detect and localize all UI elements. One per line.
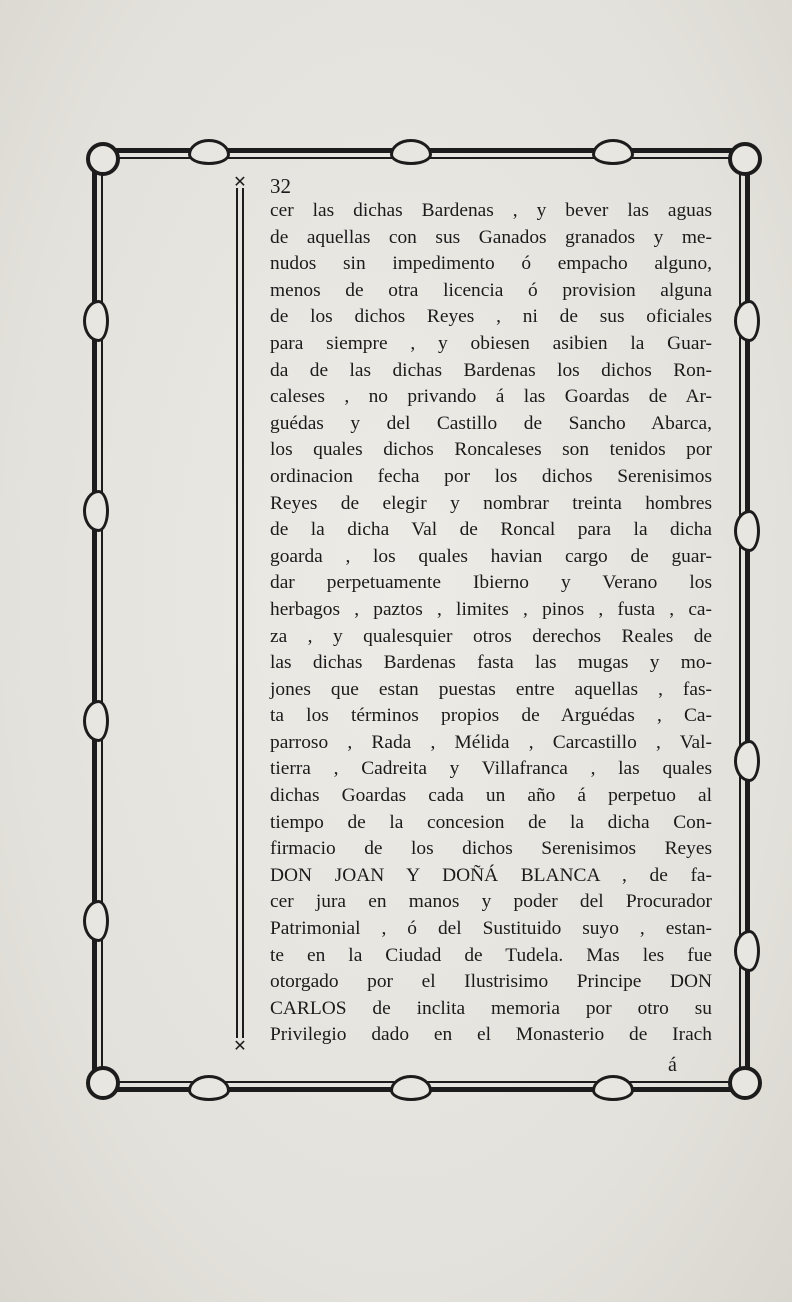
text-line: menos de otra licencia ó provision alguna bbox=[270, 279, 712, 301]
catchword: á bbox=[668, 1054, 677, 1076]
text-line: los quales dichos Roncaleses son tenidos por bbox=[270, 439, 712, 461]
corner-ornament-top-left bbox=[86, 142, 120, 176]
text-line: tiempo de la concesion de la dicha Con- bbox=[270, 811, 712, 833]
text-line: de aquellas con sus Ganados granados y me- bbox=[270, 226, 712, 248]
text-line: firmacio de los dichos Serenisimos Reyes bbox=[270, 838, 712, 860]
text-line: de la dicha Val de Roncal para la dicha bbox=[270, 519, 712, 541]
flourish-right bbox=[734, 740, 760, 782]
text-line: ta los términos propios de Arguédas , Ca- bbox=[270, 705, 712, 727]
corner-ornament-top-right bbox=[728, 142, 762, 176]
flourish-left bbox=[83, 300, 109, 342]
text-line: caleses , no privando á las Goardas de Ar- bbox=[270, 386, 712, 408]
text-line: cer jura en manos y poder del Procurador bbox=[270, 891, 712, 913]
text-line: dichas Goardas cada un año á perpetuo al bbox=[270, 785, 712, 807]
text-line: de los dichos Reyes , ni de sus oficiales bbox=[270, 306, 712, 328]
text-line: dar perpetuamente Ibierno y Verano los bbox=[270, 572, 712, 594]
text-line: CARLOS de inclita memoria por otro su bbox=[270, 997, 712, 1019]
text-line: goarda , los quales havian cargo de guar- bbox=[270, 545, 712, 567]
corner-ornament-bottom-left bbox=[86, 1066, 120, 1100]
flourish-right bbox=[734, 510, 760, 552]
rule-cap-bottom: ✕ bbox=[233, 1038, 247, 1055]
text-line: jones que estan puestas entre aquellas , fas- bbox=[270, 678, 712, 700]
text-line: ordinacion fecha por los dichos Serenisimos bbox=[270, 465, 712, 487]
text-line: Reyes de elegir y nombrar treinta hombres bbox=[270, 492, 712, 514]
text-line: las dichas Bardenas fasta las mugas y mo- bbox=[270, 652, 712, 674]
text-line: guédas y del Castillo de Sancho Abarca, bbox=[270, 412, 712, 434]
flourish-bottom bbox=[592, 1075, 634, 1101]
flourish-top bbox=[390, 139, 432, 165]
flourish-top bbox=[592, 139, 634, 165]
flourish-left bbox=[83, 900, 109, 942]
flourish-left bbox=[83, 700, 109, 742]
text-line: parroso , Rada , Mélida , Carcastillo , Val- bbox=[270, 731, 712, 753]
body-text bbox=[270, 198, 712, 1049]
flourish-right bbox=[734, 930, 760, 972]
column-rule bbox=[236, 188, 244, 1038]
text-line: tierra , Cadreita y Villafranca , las quales bbox=[270, 758, 712, 780]
text-line: za , y qualesquier otros derechos Reales de bbox=[270, 625, 712, 647]
flourish-right bbox=[734, 300, 760, 342]
text-line: cer las dichas Bardenas , y bever las aguas bbox=[270, 200, 712, 221]
flourish-left bbox=[83, 490, 109, 532]
corner-ornament-bottom-right bbox=[728, 1066, 762, 1100]
text-line: Patrimonial , ó del Sustituido suyo , estan- bbox=[270, 918, 712, 940]
text-line: herbagos , paztos , limites , pinos , fusta , ca- bbox=[270, 598, 712, 620]
page-number: 32 bbox=[270, 174, 291, 198]
text-line: Privilegio dado en el Monasterio de Irach bbox=[270, 1024, 712, 1046]
text-line: otorgado por el Ilustrisimo Principe DON bbox=[270, 971, 712, 993]
text-line: nudos sin impedimento ó empacho alguno, bbox=[270, 253, 712, 275]
text-line: te en la Ciudad de Tudela. Mas les fue bbox=[270, 944, 712, 966]
flourish-top bbox=[188, 139, 230, 165]
flourish-bottom bbox=[188, 1075, 230, 1101]
text-line: para siempre , y obiesen asibien la Guar- bbox=[270, 332, 712, 354]
rule-cap-top: ✕ bbox=[233, 174, 247, 191]
text-line: DON JOAN Y DOÑÁ BLANCA , de fa- bbox=[270, 864, 712, 886]
flourish-bottom bbox=[390, 1075, 432, 1101]
text-line: da de las dichas Bardenas los dichos Ron- bbox=[270, 359, 712, 381]
